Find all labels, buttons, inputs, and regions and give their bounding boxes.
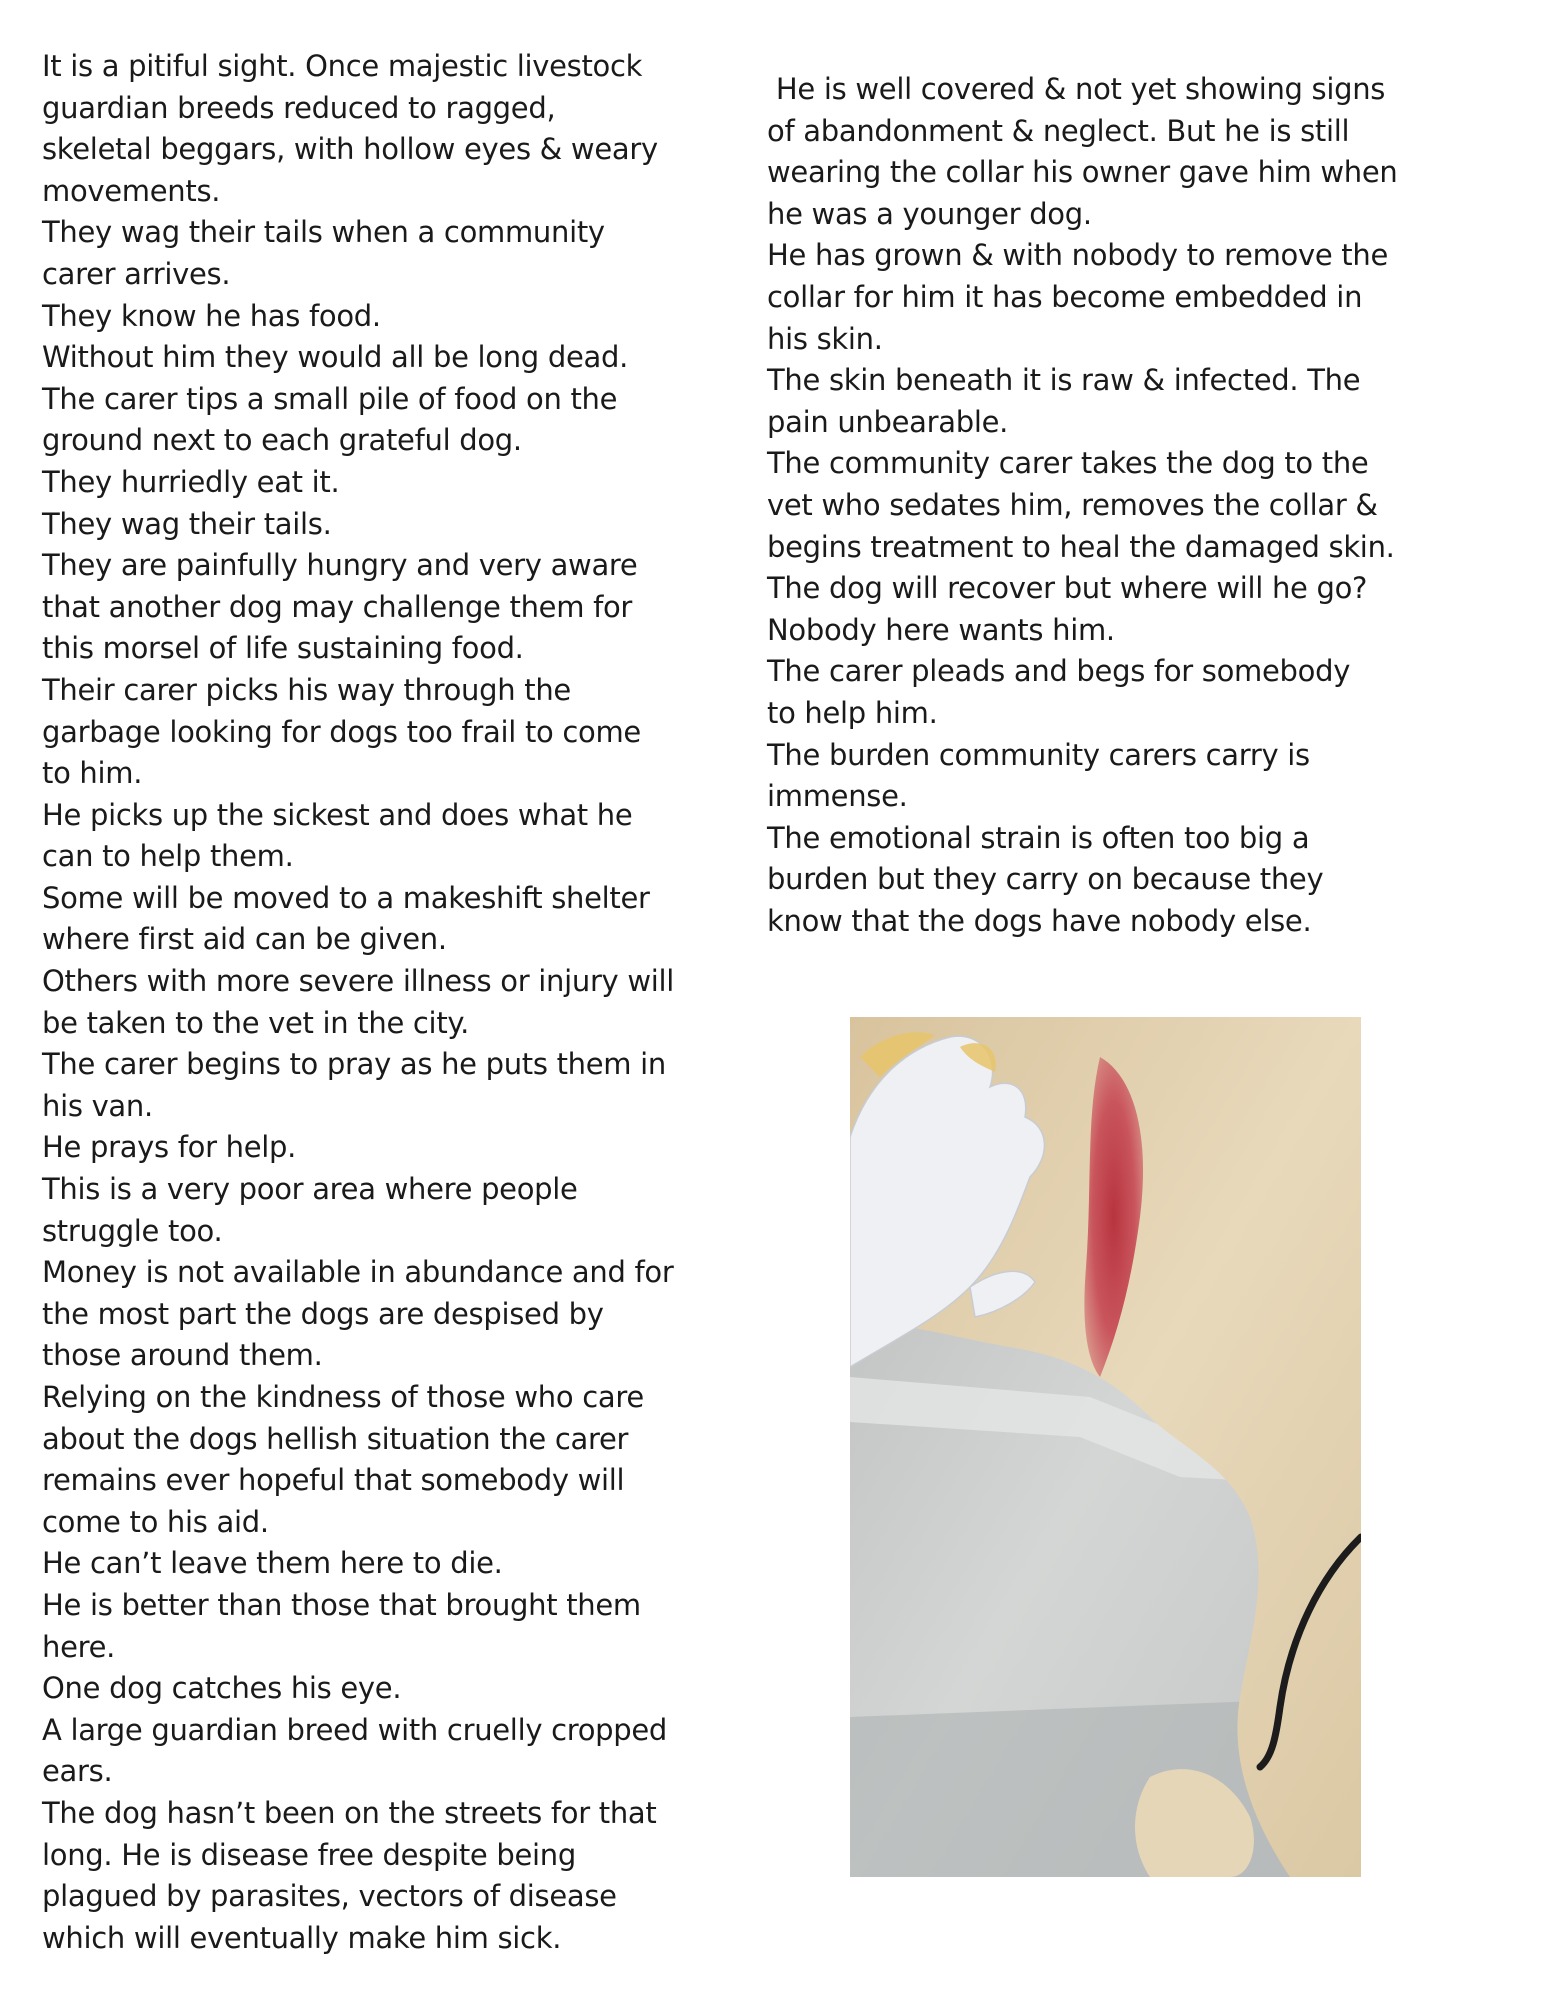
text-line: A large guardian breed with cruelly cropped — [42, 1712, 668, 1747]
text-line: struggle too. — [42, 1213, 223, 1248]
text-line: remains ever hopeful that somebody will — [42, 1463, 625, 1498]
text-line: Their carer picks his way through the — [42, 672, 571, 707]
text-line: his van. — [42, 1088, 153, 1123]
text-line: One dog catches his eye. — [42, 1671, 402, 1706]
text-line: those around them. — [42, 1338, 323, 1373]
text-line: the most part the dogs are despised by — [42, 1296, 604, 1331]
text-line: This is a very poor area where people — [42, 1172, 578, 1207]
text-line: They wag their tails. — [42, 506, 332, 541]
text-line: of abandonment & neglect. But he is still — [767, 113, 1350, 148]
text-line: He is well covered & not yet showing signs — [767, 72, 1386, 106]
text-line: The carer begins to pray as he puts them in — [42, 1047, 666, 1082]
text-line: to him. — [42, 756, 143, 791]
text-line: Money is not available in abundance and for — [42, 1255, 674, 1290]
text-line: The dog will recover but where will he go? — [767, 571, 1368, 606]
text-line: he was a younger dog. — [767, 196, 1092, 231]
text-line: garbage looking for dogs too frail to come — [42, 714, 641, 749]
text-line: pain unbearable. — [767, 404, 1009, 439]
text-line: movements. — [42, 173, 221, 208]
text-line: be taken to the vet in the city. — [42, 1005, 470, 1040]
text-line: The carer pleads and begs for somebody — [767, 654, 1351, 689]
text-line: The burden community carers carry is — [767, 737, 1310, 772]
text-line: to help him. — [767, 695, 938, 730]
text-line: skeletal beggars, with hollow eyes & weary — [42, 132, 658, 167]
text-line: Some will be moved to a makeshift shelter — [42, 880, 650, 915]
text-line: come to his aid. — [42, 1504, 269, 1539]
text-line: They are painfully hungry and very aware — [42, 548, 638, 583]
text-line: here. — [42, 1629, 116, 1664]
text-line: It is a pitiful sight. Once majestic livestock — [42, 49, 643, 83]
text-line: long. He is disease free despite being — [42, 1837, 576, 1872]
text-line: his skin. — [767, 321, 883, 356]
text-line: The carer tips a small pile of food on the — [42, 381, 618, 416]
text-line: this morsel of life sustaining food. — [42, 631, 524, 666]
text-line: that another dog may challenge them for — [42, 589, 633, 624]
text-line: He prays for help. — [42, 1130, 297, 1165]
text-line: wearing the collar his owner gave him when — [767, 155, 1398, 190]
text-line: begins treatment to heal the damaged skin. — [767, 529, 1395, 564]
text-line: The emotional strain is often too big a — [767, 820, 1310, 855]
text-line: He is better than those that brought them — [42, 1587, 641, 1622]
right-text-column — [767, 69, 1427, 942]
text-line: guardian breeds reduced to ragged, — [42, 90, 556, 125]
text-line: know that the dogs have nobody else. — [767, 903, 1312, 938]
text-line: where first aid can be given. — [42, 922, 447, 957]
text-line: They hurriedly eat it. — [42, 464, 340, 499]
text-line: immense. — [767, 779, 908, 814]
text-line: plagued by parasites, vectors of disease — [42, 1879, 617, 1914]
text-line: The dog hasn’t been on the streets for that — [42, 1795, 657, 1830]
text-line: which will eventually make him sick. — [42, 1920, 562, 1955]
text-line: about the dogs hellish situation the carer — [42, 1421, 629, 1456]
text-line: The community carer takes the dog to the — [767, 446, 1369, 481]
dog-wound-photo — [850, 1017, 1361, 1877]
text-line: He picks up the sickest and does what he — [42, 797, 633, 832]
text-line: carer arrives. — [42, 256, 231, 291]
text-line: ears. — [42, 1754, 113, 1789]
text-line: Nobody here wants him. — [767, 612, 1115, 647]
text-line: They know he has food. — [42, 298, 381, 333]
text-line: They wag their tails when a community — [42, 215, 605, 250]
text-line: He can’t leave them here to die. — [42, 1546, 503, 1581]
text-line: vet who sedates him, removes the collar & — [767, 487, 1378, 522]
text-line: ground next to each grateful dog. — [42, 423, 522, 458]
text-line: can to help them. — [42, 839, 294, 874]
left-text-column — [42, 46, 702, 1959]
text-line: Others with more severe illness or injury will — [42, 964, 675, 999]
text-line: Relying on the kindness of those who care — [42, 1380, 644, 1414]
text-line: He has grown & with nobody to remove the — [767, 238, 1389, 273]
dog-wound-illustration — [850, 1017, 1361, 1877]
text-line: burden but they carry on because they — [767, 862, 1324, 897]
text-line: Without him they would all be long dead. — [42, 340, 628, 375]
text-line: collar for him it has become embedded in — [767, 279, 1363, 314]
text-line: The skin beneath it is raw & infected. The — [767, 363, 1361, 398]
